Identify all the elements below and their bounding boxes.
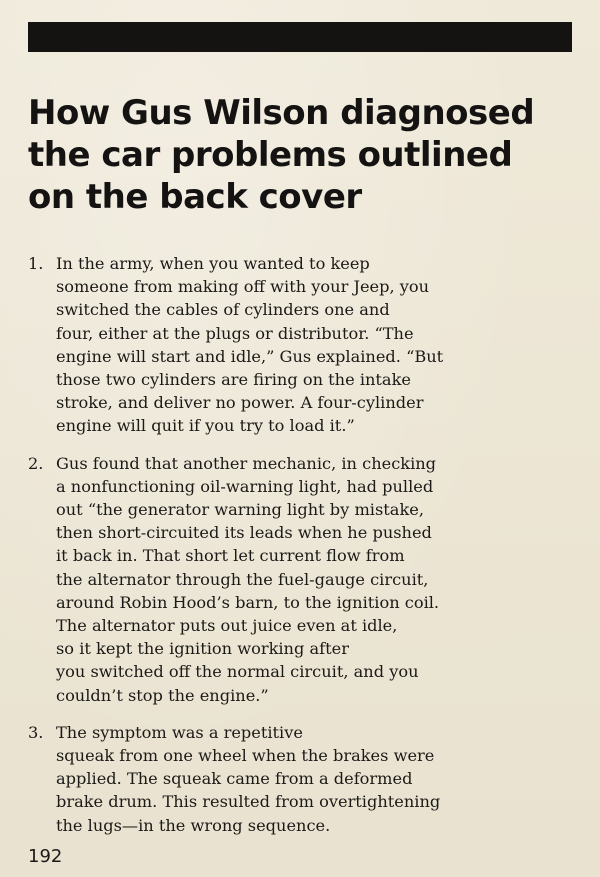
item-text-line: someone from making off with your Jeep, you [56,277,430,297]
item-text-line: the alternator through the fuel-gauge circuit, [56,569,429,589]
item-text-line: In the army, when you wanted to keep [56,254,370,273]
item-text-line: out “the generator warning light by mistake, [56,500,424,520]
item-text-line: then short-circuited its leads when he pushed [56,523,432,543]
item-text-line: squeak from one wheel when the brakes were [56,746,435,766]
item-number: 1. [28,254,44,273]
list-item [28,721,568,837]
answer-list [28,252,568,851]
item-text-line: four, either at the plugs or distributor. “The [56,323,414,343]
item-text-line: The alternator puts out juice even at idle, [56,616,398,636]
item-number: 3. [28,722,44,742]
item-text-line: you switched off the normal circuit, and you [56,662,419,682]
item-text-line: it back in. That short let current flow from [56,546,405,566]
item-text-line: couldn’t stop the engine.” [56,685,269,705]
item-text-line: engine will quit if you try to load it.” [56,416,355,436]
item-text-line: The symptom was a repetitive [56,722,303,742]
item-text-line: those two cylinders are firing on the intake [56,370,411,390]
header-bar [28,22,572,52]
item-text-line: switched the cables of cylinders one and [56,300,390,320]
list-item [28,452,568,707]
item-text-line: stroke, and deliver no power. A four-cylinder [56,393,424,413]
item-text-line: brake drum. This resulted from overtightening [56,792,441,812]
item-text-line: applied. The squeak came from a deformed [56,769,413,789]
item-text-line: a nonfunctioning oil-warning light, had pulled [56,476,434,496]
item-number: 2. [28,453,44,473]
list-item [28,252,568,438]
heading-line: the car problems outlined [28,135,513,175]
item-text-line: around Robin Hood’s barn, to the ignition coil. [56,592,440,612]
item-text-line: engine will start and idle,” Gus explained. “But [56,346,444,366]
item-text-line: so it kept the ignition working after [56,639,349,659]
heading-line: on the back cover [28,177,362,217]
item-text-line: Gus found that another mechanic, in checking [56,453,437,473]
page-heading [28,92,578,218]
item-text-line: the lugs—in the wrong sequence. [56,815,331,835]
page-number: 192 [28,846,63,867]
heading-line: How Gus Wilson diagnosed [28,93,535,133]
